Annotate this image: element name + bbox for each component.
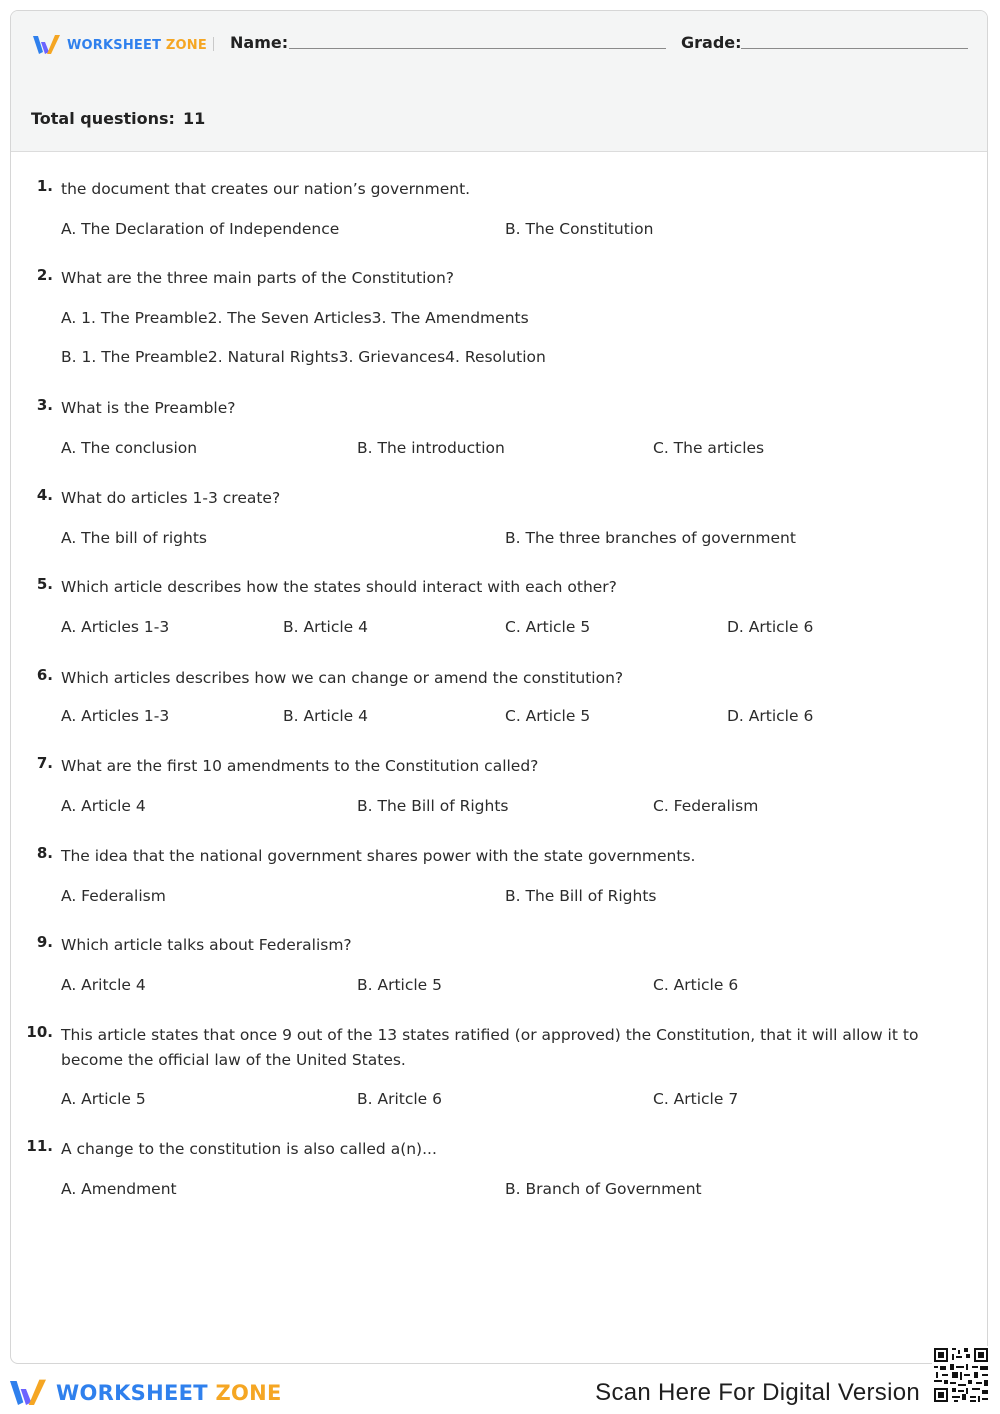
question-number: 4. [36, 486, 53, 504]
question-text: What are the first 10 amendments to the Constitution called? [61, 757, 539, 775]
question-number: 3. [36, 396, 53, 414]
question-text: This article states that once 9 out of the 13 states ratified (or approved) the Constitution, that it will allow it to become the official law of the United States. [61, 1026, 919, 1069]
option-b[interactable]: B. Article 4 [283, 618, 369, 636]
total-value: 11 [182, 109, 206, 128]
option-a[interactable]: A. Articles 1-3 [61, 707, 170, 725]
grade-label: Grade: [681, 33, 742, 52]
option-a[interactable]: A. The bill of rights [61, 529, 207, 547]
brand-part-1: WORKSHEET [56, 1381, 208, 1405]
question-number: 5. [36, 575, 53, 593]
option-d[interactable]: D. Article 6 [727, 618, 814, 636]
option-b[interactable]: B. Branch of Government [505, 1180, 702, 1198]
w-logo-icon [33, 34, 63, 56]
question-number: 7. [36, 754, 53, 772]
worksheet-header [11, 11, 987, 152]
option-a[interactable]: A. Federalism [61, 887, 166, 905]
question-text: Which article describes how the states should interact with each other? [61, 578, 617, 596]
question-number: 9. [36, 933, 53, 951]
option-a[interactable]: A. Amendment [61, 1180, 177, 1198]
option-b[interactable]: B. Article 4 [283, 707, 369, 725]
question-text: A change to the constitution is also called a(n)... [61, 1140, 437, 1158]
option-c[interactable]: C. Article 6 [653, 976, 739, 994]
option-b[interactable]: B. The three branches of government [505, 529, 796, 547]
option-b[interactable]: B. 1. The Preamble2. Natural Rights3. Grievances4. Resolution [61, 348, 546, 366]
divider [213, 37, 214, 51]
option-b[interactable]: B. The Constitution [505, 220, 654, 238]
question-text: What is the Preamble? [61, 399, 236, 417]
option-a[interactable]: A. 1. The Preamble2. The Seven Articles3. The Amendments [61, 309, 529, 327]
question-number: 8. [36, 844, 53, 862]
option-c[interactable]: C. Article 5 [505, 618, 591, 636]
question-text: The idea that the national government shares power with the state governments. [61, 847, 696, 865]
scan-instruction: Scan Here For Digital Version [595, 1379, 920, 1406]
name-field[interactable] [289, 48, 666, 49]
option-c[interactable]: C. Federalism [653, 797, 759, 815]
question-text: What do articles 1-3 create? [61, 489, 281, 507]
brand-part-2: ZONE [165, 37, 207, 53]
option-a[interactable]: A. Article 4 [61, 797, 146, 815]
qr-code-icon[interactable] [932, 1346, 990, 1404]
footer-brand-logo [10, 1377, 282, 1409]
question-number: 10. [26, 1023, 53, 1041]
option-b[interactable]: B. Article 5 [357, 976, 443, 994]
option-b[interactable]: B. The Bill of Rights [505, 887, 657, 905]
option-c[interactable]: C. The articles [653, 439, 765, 457]
brand-part-1: WORKSHEET [67, 37, 162, 53]
option-a[interactable]: A. Articles 1-3 [61, 618, 170, 636]
question-number: 2. [36, 266, 53, 284]
worksheet-sheet [10, 10, 988, 1364]
question-number: 11. [26, 1137, 53, 1155]
question-text: the document that creates our nation’s government. [61, 180, 471, 198]
total-label: Total questions: [31, 109, 175, 128]
grade-field[interactable] [741, 48, 968, 49]
option-a[interactable]: A. Aritcle 4 [61, 976, 146, 994]
question-number: 6. [36, 666, 53, 684]
total-questions [31, 109, 205, 128]
brand-logo [33, 33, 207, 57]
option-a[interactable]: A. Article 5 [61, 1090, 146, 1108]
name-label: Name: [230, 33, 289, 52]
w-logo-icon [10, 1378, 50, 1408]
question-text: Which article talks about Federalism? [61, 936, 352, 954]
option-a[interactable]: A. The conclusion [61, 439, 198, 457]
option-d[interactable]: D. Article 6 [727, 707, 814, 725]
option-a[interactable]: A. The Declaration of Independence [61, 220, 340, 238]
brand-name [67, 38, 207, 53]
option-b[interactable]: B. The Bill of Rights [357, 797, 509, 815]
question-text: What are the three main parts of the Constitution? [61, 269, 455, 287]
brand-part-2: ZONE [215, 1381, 282, 1405]
option-c[interactable]: C. Article 5 [505, 707, 591, 725]
option-b[interactable]: B. Aritcle 6 [357, 1090, 443, 1108]
option-b[interactable]: B. The introduction [357, 439, 505, 457]
question-text: Which articles describes how we can change or amend the constitution? [61, 669, 624, 687]
footer-brand-name [56, 1381, 282, 1405]
option-c[interactable]: C. Article 7 [653, 1090, 739, 1108]
question-number: 1. [36, 177, 53, 195]
